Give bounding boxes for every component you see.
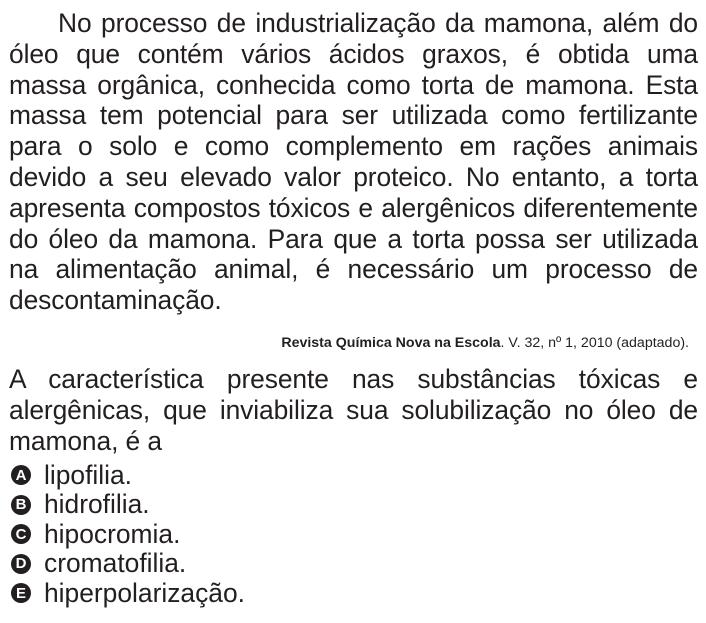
option-c-letter-icon: C (11, 524, 31, 544)
source-details: . V. 32, nº 1, 2010 (adaptado). (500, 334, 689, 351)
option-b[interactable] (9, 490, 698, 520)
option-d-letter-icon: D (11, 554, 31, 574)
answer-options (9, 460, 698, 608)
option-e[interactable] (9, 578, 698, 608)
option-e-text: hiperpolarização. (44, 577, 245, 608)
option-c-text: hipocromia. (44, 518, 181, 549)
option-b-letter-icon: B (11, 495, 31, 515)
option-d-text: cromatofilia. (44, 548, 187, 579)
option-e-letter-icon: E (11, 583, 31, 603)
option-a[interactable] (9, 460, 698, 490)
option-a-text: lipofilia. (44, 459, 133, 490)
option-a-letter-icon: A (11, 465, 31, 485)
option-b-text: hidrofilia. (44, 489, 150, 520)
passage-text: No processo de industrialização da mamona, além do óleo que contém vários ácidos graxos, é obtida uma massa orgânica, conhecida como torta de mamona. Esta massa tem potencial para ser utilizada como fertilizante para o solo e como complemento em rações animais devido a seu elevado valor proteico. No entanto, a torta apresenta compostos tóxicos e alergênicos diferentemente do óleo da mamona. Para que a torta possa ser utilizada na alimentação animal, é necessário um processo de descontaminação. (9, 8, 698, 316)
option-c[interactable] (9, 519, 698, 549)
source-journal: Revista Química Nova na Escola (281, 334, 501, 351)
question-stem: A característica presente nas substâncias tóxicas e alergênicas, que inviabiliza sua solubilização no óleo de mamona, é a (9, 363, 698, 456)
source-citation (9, 334, 689, 352)
option-d[interactable] (9, 549, 698, 579)
